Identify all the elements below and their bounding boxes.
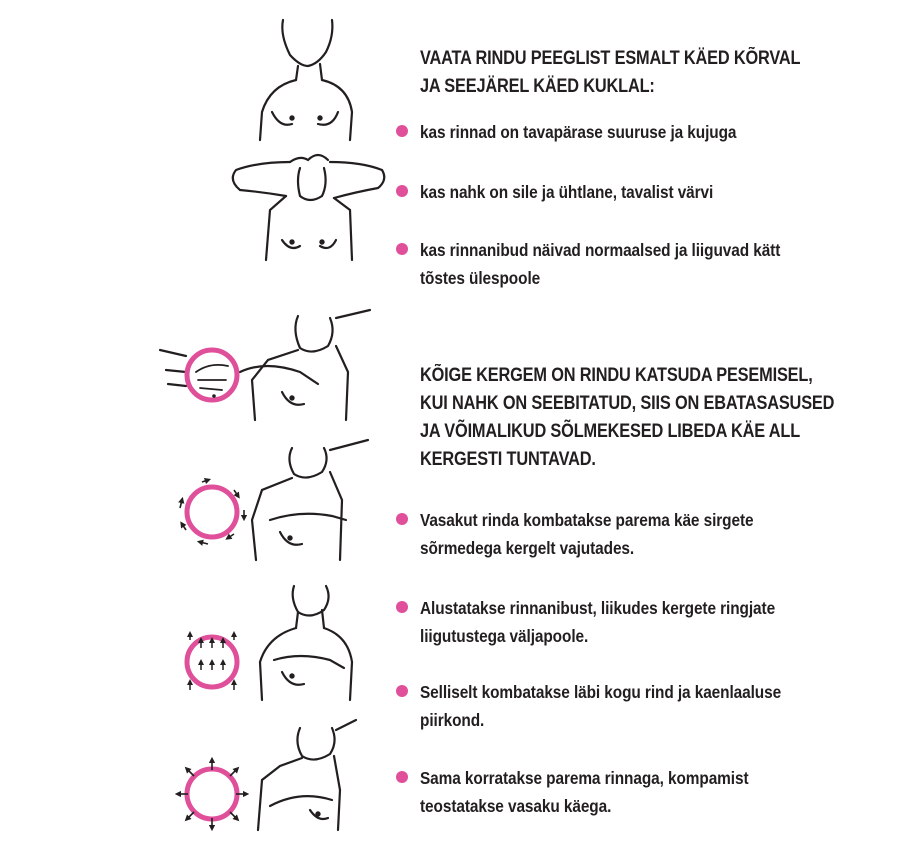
heading-line: VAATA RINDU PEEGLIST ESMALT KÄED KÕRVAL (420, 48, 801, 69)
heading-line: KÕIGE KERGEM ON RINDU KATSUDA PESEMISEL, (420, 365, 813, 386)
bullet-text: Vasakut rinda kombatakse parema käe sirgete sõrmedega kergelt vajutades. (420, 510, 754, 558)
bullet-text: kas nahk on sile ja ühtlane, tavalist värvi (420, 182, 714, 202)
bullet-dot-icon (396, 685, 408, 697)
heading-line: JA VÕIMALIKUD SÕLMEKESED LIBEDA KÄE ALL (420, 421, 801, 442)
figure-hands-behind-head-icon (233, 155, 384, 260)
section-2-heading (420, 362, 834, 474)
circular-motion-circle-icon (180, 480, 244, 544)
section-1-heading (420, 45, 800, 101)
radial-wedge-circle-icon (178, 760, 246, 828)
palm-circle-icon (187, 350, 237, 400)
bullet-text: Selliselt kombatakse läbi kogu rind ja kaenlaaluse piirkond. (420, 682, 782, 730)
heading-line: KERGESTI TUNTAVAD. (420, 449, 596, 470)
bullet-text: Alustatakse rinnanibust, liikudes kergete ringjate liigutustega väljapoole. (420, 598, 776, 646)
bullet-dot-icon (396, 243, 408, 255)
vertical-strips-circle-icon (187, 634, 237, 690)
bullet-dot-icon (396, 125, 408, 137)
bullet-dot-icon (396, 185, 408, 197)
bullet-dot-icon (396, 513, 408, 525)
heading-line: JA SEEJÄREL KÄED KUKLAL: (420, 76, 655, 97)
bullet-text: kas rinnanibud näivad normaalsed ja liiguvad kätt tõstes ülespoole (420, 240, 781, 288)
figure-radial-wedge-icon (258, 720, 356, 830)
bullet-dot-icon (396, 601, 408, 613)
bullet-text: kas rinnad on tavapärase suuruse ja kujuga (420, 122, 737, 142)
figure-arms-down-icon (260, 20, 352, 140)
figure-circular-motion-icon (252, 440, 368, 560)
bullet-text: Sama korratakse parema rinnaga, kompamist teostatakse vasaku käega. (420, 768, 749, 816)
heading-line: KUI NAHK ON SEEBITATUD, SIIS ON EBATASASUSED (420, 393, 835, 414)
bullet-dot-icon (396, 771, 408, 783)
figure-vertical-strips-icon (260, 586, 352, 700)
